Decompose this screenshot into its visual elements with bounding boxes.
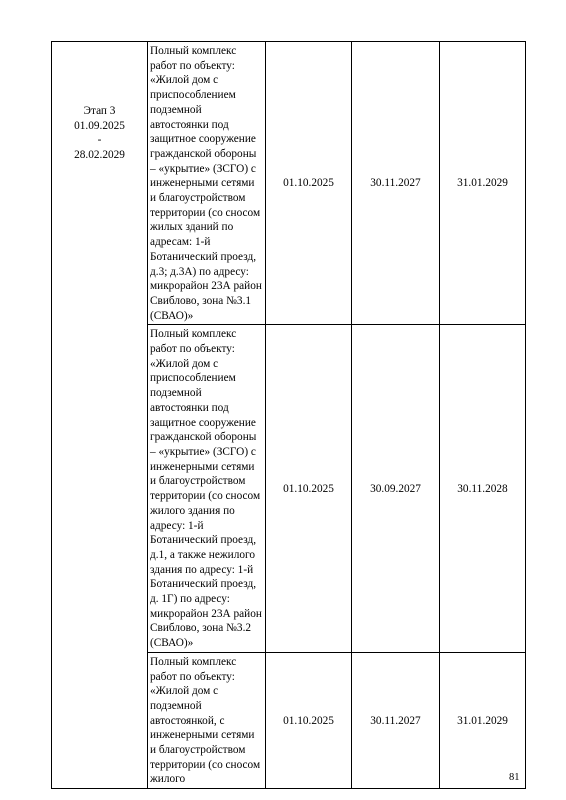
stage-cell (52, 42, 148, 789)
stage-dash: - (97, 134, 102, 147)
date-mid: 30.11.2027 (352, 42, 440, 325)
date-start: 01.10.2025 (266, 325, 352, 652)
stage-start: 01.09.2025 (74, 119, 125, 132)
date-end: 31.01.2029 (440, 652, 526, 788)
work-description: Полный комплекс работ по объекту: «Жилой дом с подземной автостоянкой, с инженерными сетями и благоустройством территории (со сносом жилого (148, 652, 266, 788)
stage-title: Этап 3 (83, 105, 116, 117)
date-end: 30.11.2028 (440, 325, 526, 652)
date-start: 01.10.2025 (266, 42, 352, 325)
work-description: Полный комплекс работ по объекту: «Жилой дом с приспособлением подземной автостоянки под защитное сооружение гражданской обороны – «укрытие» (ЗСГО) с инженерными сетями и благоустройством территории (со сносом жилого здания по адресу: 1-й Ботанический проезд, д.1, а также нежилого здания по адресу: 1-й Ботанический проезд, д. 1Г) по адресу: микрорайон 23А район Свиблово, зона №3.2 (СВАО)» (148, 325, 266, 652)
stages-table (51, 41, 526, 789)
work-description: Полный комплекс работ по объекту: «Жилой дом с приспособлением подземной автостоянки под защитное сооружение гражданской обороны – «укрытие» (ЗСГО) с инженерными сетями и благоустройством территории (со сносом жилых зданий по адресам: 1-й Ботанический проезд, д.3; д.3А) по адресу: микрорайон 23А район Свиблово, зона №3.1 (СВАО)» (148, 42, 266, 325)
date-end: 31.01.2029 (440, 42, 526, 325)
date-mid: 30.09.2027 (352, 325, 440, 652)
date-start: 01.10.2025 (266, 652, 352, 788)
stage-end: 28.02.2029 (74, 149, 125, 162)
page-number: 81 (509, 772, 520, 783)
table-row (52, 42, 526, 325)
date-mid: 30.11.2027 (352, 652, 440, 788)
stage-label (54, 44, 145, 163)
